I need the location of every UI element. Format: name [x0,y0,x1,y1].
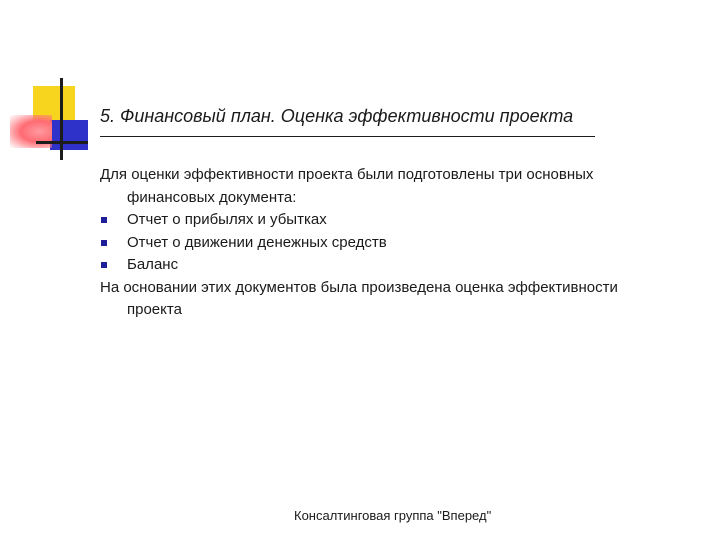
slide-title: 5. Финансовый план. Оценка эффективности проекта [100,106,574,126]
list-item-text: Отчет о движении денежных средств [127,233,387,251]
blue-square-decoration [50,120,88,150]
intro-paragraph: Для оценки эффективности проекта были подготовлены три основных финансовых документа: [100,166,594,206]
list-item [100,254,670,277]
square-bullet-icon [101,217,107,223]
horizontal-line-decoration [36,141,88,144]
list-item-text: Баланс [127,256,179,273]
list-item-text: Отчет о прибылях и убытках [127,211,327,228]
vertical-line-decoration [60,78,63,160]
footer-text: Консалтинговая группа "Вперед" [294,508,492,523]
title-underline [100,136,595,137]
square-bullet-icon [101,240,107,246]
list-item [100,232,670,255]
square-bullet-icon [101,262,107,268]
slide-body [100,164,670,322]
conclusion-paragraph: На основании этих документов была произведена оценка эффективности проекта [100,278,618,318]
list-item [100,209,670,232]
